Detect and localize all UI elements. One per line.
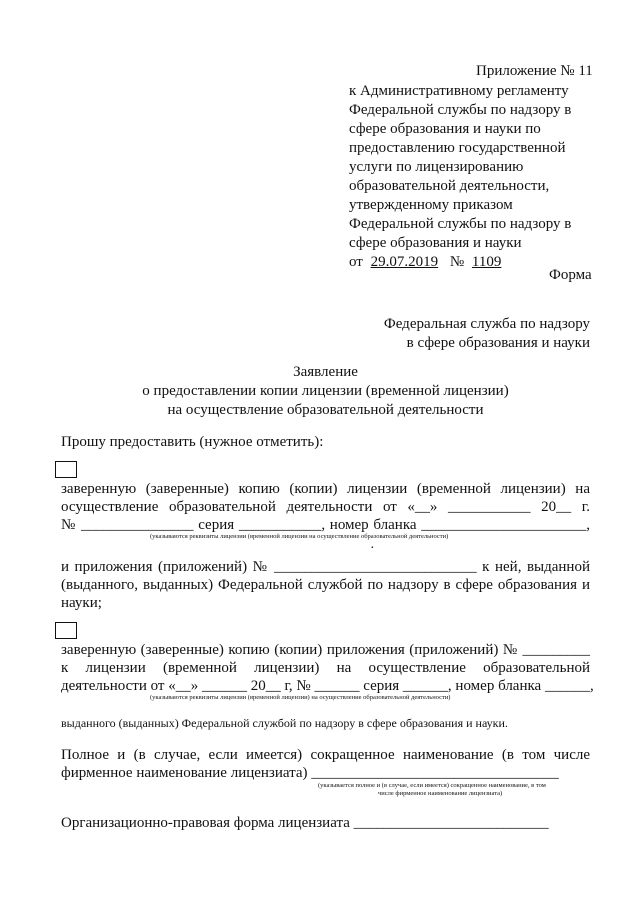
option2-issued: выданного (выданных) Федеральной службой по надзору в сфере образования и науки.: [61, 716, 508, 730]
option2-line: деятельности от «__» ______ 20__ г, № ______ серия ______, номер бланка ______,: [61, 678, 594, 694]
option1-caption: (указываются реквизиты лицензии (временной лицензии на осуществление образовательной деятельности): [150, 533, 449, 540]
fullname-line: фирменное наименование лицензиата) _________________________________: [61, 765, 559, 781]
appendix-line: (выданного, выданных) Федеральной службой по надзору в сфере образования и: [61, 577, 590, 593]
appendix-title: Приложение № 11: [476, 63, 593, 79]
regulation-line: Федеральной службы по надзору в: [349, 102, 572, 118]
regulation-line: сфере образования и науки: [349, 235, 522, 251]
form-label: Форма: [549, 267, 592, 283]
fullname-caption: (указывается полное и (в случае, если имеется) сокращенное наименование, в том: [318, 782, 546, 789]
option1-checkbox[interactable]: [55, 461, 77, 478]
regulation-reference: [349, 82, 571, 272]
recipient-line: Федеральная служба по надзору: [383, 316, 590, 332]
order-prefix: от: [349, 254, 363, 270]
regulation-line: утвержденному приказом: [349, 197, 513, 213]
title-line: на осуществление образовательной деятельности: [167, 402, 484, 418]
document-title: [61, 363, 590, 420]
regulation-line: предоставлению государственной: [349, 140, 566, 156]
appendix-line: и приложения (приложений) № ___________________________ к ней, выданной: [61, 559, 590, 575]
separator-dot: ·: [370, 541, 375, 556]
regulation-line: сфере образования и науки по: [349, 121, 541, 137]
order-line: [349, 253, 571, 272]
regulation-line: Федеральной службы по надзору в: [349, 216, 572, 232]
option1-line: заверенную (заверенные) копию (копии) лицензии (временной лицензии) на: [61, 481, 590, 497]
option2-caption: (указываются реквизиты лицензии (временной лицензии) на осуществление образовательной деятельности): [150, 694, 451, 701]
title-line: о предоставлении копии лицензии (временной лицензии): [142, 383, 509, 399]
order-date: 29.07.2019: [370, 254, 439, 270]
regulation-line: к Административному регламенту: [349, 83, 569, 99]
legal-form-line: Организационно-правовая форма лицензиата __________________________: [61, 815, 549, 831]
fullname-caption: числе фирменное наименование лицензиата): [378, 790, 503, 797]
recipient: [360, 315, 590, 353]
option2-line: к лицензии (временной лицензии) на осуществление образовательной: [61, 660, 590, 676]
option1-line: осуществление образовательной деятельности от «__» ___________ 20__ г.: [61, 499, 590, 515]
regulation-line: услуги по лицензированию: [349, 159, 524, 175]
appendix-line: науки;: [61, 595, 102, 611]
fullname-line: Полное и (в случае, если имеется) сокращенное наименование (в том числе: [61, 747, 590, 763]
title-main: Заявление: [293, 364, 358, 380]
option1-line: № _______________ серия ___________, номер бланка ______________________,: [61, 517, 590, 533]
option2-line: заверенную (заверенные) копию (копии) приложения (приложений) № _________: [61, 642, 590, 658]
intro-text: Прошу предоставить (нужное отметить):: [61, 434, 324, 450]
regulation-line: образовательной деятельности,: [349, 178, 550, 194]
option2-checkbox[interactable]: [55, 622, 77, 639]
order-number-label: №: [449, 254, 465, 270]
recipient-line: в сфере образования и науки: [406, 335, 590, 351]
order-number: 1109: [471, 254, 502, 270]
